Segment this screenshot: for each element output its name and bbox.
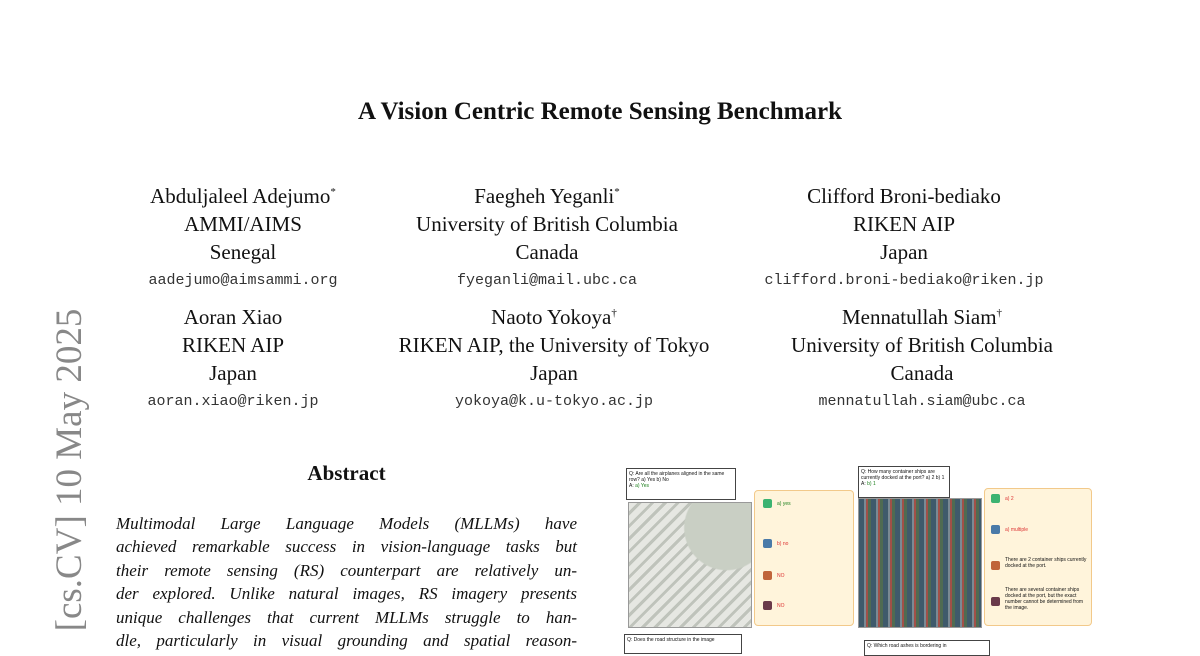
author-affiliation: RIKEN AIP, the University of Tokyo bbox=[398, 333, 710, 357]
abstract-line: unique challenges that current MLLMs struggle to han- bbox=[116, 607, 577, 627]
option-text: a) multiple bbox=[1005, 527, 1029, 533]
paper-title: A Vision Centric Remote Sensing Benchmark bbox=[357, 98, 843, 125]
author-mark: * bbox=[614, 186, 620, 198]
satellite-image-port bbox=[858, 498, 982, 628]
author-name: Clifford Broni-bediako bbox=[807, 184, 1001, 208]
author-name: Mennatullah Siam bbox=[841, 305, 997, 329]
arxiv-stamp: [cs.CV] 10 May 2025 bbox=[49, 308, 90, 632]
author-email[interactable]: yokoya@k.u-tokyo.ac.jp bbox=[454, 393, 654, 410]
author-mark: † bbox=[611, 307, 617, 319]
question-box-4 bbox=[864, 640, 990, 656]
question-text: Q: Which road ashes is bordering in bbox=[867, 643, 947, 649]
author-1 bbox=[118, 178, 368, 296]
answer-prefix: A: bbox=[629, 483, 634, 489]
author-country: Canada bbox=[890, 361, 954, 385]
question-text: Q: Does the road structure in the image bbox=[627, 637, 715, 643]
answer-panel-2 bbox=[984, 488, 1092, 626]
author-5 bbox=[372, 299, 736, 417]
author-affiliation: RIKEN AIP bbox=[181, 333, 285, 357]
author-6 bbox=[762, 299, 1082, 417]
author-2 bbox=[387, 178, 707, 296]
model-icon bbox=[991, 597, 1000, 606]
author-country: Canada bbox=[515, 240, 579, 264]
question-box-3 bbox=[624, 634, 742, 654]
author-affiliation: RIKEN AIP bbox=[852, 212, 956, 236]
author-affiliation: University of British Columbia bbox=[791, 333, 1053, 357]
author-country: Japan bbox=[880, 240, 928, 264]
author-affiliation: AMMI/AIMS bbox=[184, 212, 302, 236]
model-icon bbox=[763, 539, 772, 548]
author-country: Senegal bbox=[209, 240, 277, 264]
author-affiliation: University of British Columbia bbox=[416, 212, 678, 236]
robot-icon bbox=[763, 571, 772, 580]
author-3 bbox=[734, 178, 1074, 296]
author-mark: * bbox=[330, 186, 336, 198]
author-country: Japan bbox=[530, 361, 578, 385]
author-name: Faegheh Yeganli bbox=[474, 184, 615, 208]
author-email[interactable]: clifford.broni-bediako@riken.jp bbox=[764, 272, 1044, 289]
answer-panel-1 bbox=[754, 490, 854, 626]
teaser-figure bbox=[624, 462, 1094, 648]
gpt-icon bbox=[991, 494, 1000, 503]
abstract-line: der explored. Unlike natural images, RS imagery presents bbox=[116, 584, 577, 604]
option-text: a) yes bbox=[777, 501, 791, 507]
question-text: Q: How many container ships are currently docked at the port? a) 2 b) 1 bbox=[861, 469, 945, 481]
option-text: NO bbox=[777, 573, 785, 579]
answer-text: a) Yes bbox=[635, 483, 650, 489]
author-email[interactable]: mennatullah.siam@ubc.ca bbox=[818, 393, 1026, 410]
author-name: Naoto Yokoya bbox=[491, 305, 612, 329]
author-country: Japan bbox=[209, 361, 257, 385]
abstract-heading: Abstract bbox=[307, 461, 386, 485]
model-icon bbox=[763, 601, 772, 610]
abstract-line: their remote sensing (RS) counterpart are relatively un- bbox=[116, 560, 577, 580]
abstract-text bbox=[116, 512, 577, 652]
abstract-line: achieved remarkable success in vision-language tasks but bbox=[116, 537, 577, 557]
robot-icon bbox=[991, 561, 1000, 570]
author-4 bbox=[118, 299, 348, 417]
abstract-line: Multimodal Large Language Models (MLLMs) have bbox=[116, 514, 577, 533]
answer-text: b) 1 bbox=[867, 481, 876, 487]
author-email[interactable]: fyeganli@mail.ubc.ca bbox=[456, 272, 638, 289]
author-email[interactable]: aoran.xiao@riken.jp bbox=[147, 393, 319, 410]
option-text: NO bbox=[777, 603, 785, 609]
author-mark: † bbox=[996, 307, 1003, 319]
abstract-line: dle, particularly in visual grounding and spatial reason- bbox=[116, 631, 577, 651]
author-name: Abduljaleel Adejumo bbox=[150, 184, 331, 208]
option-text: b) no bbox=[777, 541, 789, 547]
question-text: Q: Are all the airplanes aligned in the same row? a) Yes b) No bbox=[629, 471, 725, 483]
gpt-icon bbox=[763, 499, 772, 508]
author-name: Aoran Xiao bbox=[183, 305, 283, 329]
question-box-2 bbox=[858, 466, 950, 498]
model-icon bbox=[991, 525, 1000, 534]
answer-prefix: A: bbox=[861, 481, 866, 487]
question-box-1 bbox=[626, 468, 736, 500]
satellite-image-airport bbox=[628, 502, 752, 628]
option-text: There are several container ships docked at the port, but the exact number cannot be determined from the image. bbox=[1005, 587, 1084, 611]
option-text: There are 2 container ships currently docked at the port. bbox=[1005, 557, 1087, 569]
option-text: a) 2 bbox=[1005, 496, 1014, 502]
author-email[interactable]: aadejumo@aimsammi.org bbox=[148, 272, 338, 289]
